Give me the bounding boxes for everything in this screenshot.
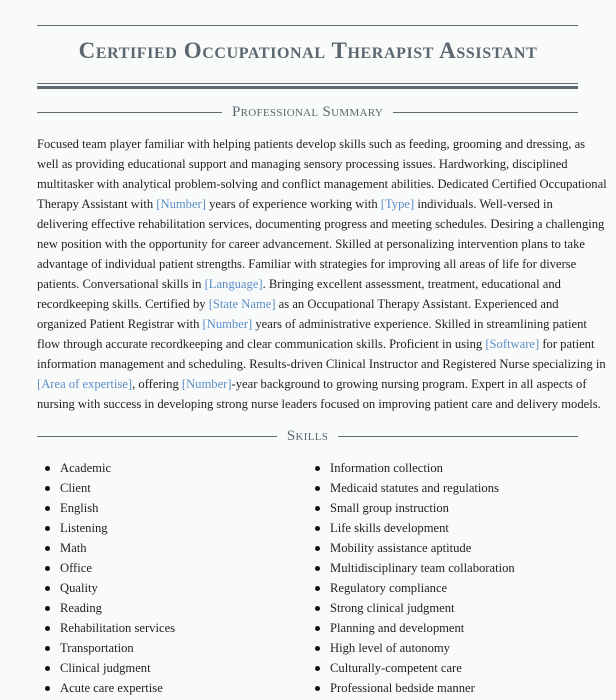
summary-text: . Bringing excellent assessment, treatment, educational and bbox=[262, 277, 561, 291]
summary-text: multitasker with analytical problem-solving and conflict management abilities. Dedicated Certified Occupational bbox=[37, 177, 607, 191]
summary-line bbox=[37, 254, 597, 274]
section-title: Skills bbox=[286, 428, 329, 444]
summary-line bbox=[37, 334, 597, 354]
skill-item: Acute care expertise bbox=[37, 678, 175, 698]
summary-text: years of experience working with bbox=[205, 197, 381, 211]
summary-text: well as providing educational support and managing sensory processing issues. Hardworking, disciplined bbox=[37, 157, 568, 171]
skill-item: English bbox=[37, 498, 175, 518]
summary-line bbox=[37, 274, 597, 294]
placeholder-text: [Number] bbox=[181, 377, 232, 391]
skill-item: Professional bedside manner bbox=[307, 678, 515, 698]
summary-line bbox=[37, 234, 597, 254]
summary-line bbox=[37, 394, 601, 414]
summary-line bbox=[37, 154, 597, 174]
summary-text: organized Patient Registrar with bbox=[37, 317, 203, 331]
page-title: Certified Occupational Therapist Assistant bbox=[78, 38, 538, 63]
summary-line bbox=[37, 174, 607, 194]
skills-list-right bbox=[307, 458, 515, 698]
skill-item: Reading bbox=[37, 598, 175, 618]
summary-text: , offering bbox=[132, 377, 182, 391]
skill-item: Academic bbox=[37, 458, 175, 478]
skill-item: Transportation bbox=[37, 638, 175, 658]
placeholder-text: [Number] bbox=[202, 317, 253, 331]
summary-text: Focused team player familiar with helping patients develop skills such as feeding, grooming and dressing, as bbox=[37, 137, 586, 151]
skills-heading bbox=[37, 428, 578, 445]
title-rule-thin bbox=[37, 83, 578, 84]
summary-line bbox=[37, 374, 597, 394]
professional-summary bbox=[37, 134, 607, 414]
summary-text: as an Occupational Therapy Assistant. Experienced and bbox=[275, 297, 559, 311]
summary-line bbox=[37, 194, 597, 214]
summary-line bbox=[37, 294, 597, 314]
placeholder-text: [Number] bbox=[156, 197, 206, 211]
skill-item: Planning and development bbox=[307, 618, 515, 638]
skill-item: Culturally-competent care bbox=[307, 658, 515, 678]
summary-text: flow through accurate recordkeeping and clear communication skills. Proficient in using bbox=[37, 337, 486, 351]
title-rule-thick bbox=[37, 86, 578, 89]
summary-text: new position with the opportunity for career advancement. Skilled at personalizing intervention plans to take bbox=[37, 237, 586, 251]
placeholder-text: [State Name] bbox=[208, 297, 276, 311]
skill-item: Strong clinical judgment bbox=[307, 598, 515, 618]
summary-text: patients. Conversational skills in bbox=[37, 277, 205, 291]
summary-text: for patient bbox=[539, 337, 595, 351]
skill-item: Math bbox=[37, 538, 175, 558]
summary-text: information management and scheduling. Results-driven Clinical Instructor and Registered Nurse specializing in bbox=[37, 357, 606, 371]
summary-text: years of administrative experience. Skilled in streamlining patient bbox=[252, 317, 587, 331]
summary-text: -year background to growing nursing program. Expert in all aspects of bbox=[231, 377, 587, 391]
skill-item: Clinical judgment bbox=[37, 658, 175, 678]
skill-item: Listening bbox=[37, 518, 175, 538]
skill-item: Small group instruction bbox=[307, 498, 515, 518]
summary-text: recordkeeping skills. Certified by bbox=[37, 297, 209, 311]
skills-list-left bbox=[37, 458, 175, 698]
skill-item: Regulatory compliance bbox=[307, 578, 515, 598]
skill-item: Multidisciplinary team collaboration bbox=[307, 558, 515, 578]
divider bbox=[338, 436, 578, 437]
summary-heading bbox=[37, 104, 578, 121]
summary-line bbox=[37, 214, 605, 234]
summary-text: individuals. Well-versed in bbox=[414, 197, 553, 211]
skill-item: Mobility assistance aptitude bbox=[307, 538, 515, 558]
skill-item: Client bbox=[37, 478, 175, 498]
skill-item: Office bbox=[37, 558, 175, 578]
summary-text: delivering effective rehabilitation services, documenting progress and meeting schedules. Desiring a challenging bbox=[37, 217, 605, 231]
divider bbox=[37, 112, 222, 113]
skill-item: Life skills development bbox=[307, 518, 515, 538]
summary-line bbox=[37, 314, 597, 334]
summary-line bbox=[37, 134, 597, 154]
skill-item: Quality bbox=[37, 578, 175, 598]
skill-item: Medicaid statutes and regulations bbox=[307, 478, 515, 498]
placeholder-text: [Area of expertise] bbox=[37, 377, 133, 391]
summary-text: Therapy Assistant with bbox=[37, 197, 157, 211]
section-title: Professional Summary bbox=[231, 104, 384, 120]
summary-text: advantage of individual patient strengths. Familiar with strategies for improving all areas of life for diverse bbox=[37, 257, 577, 271]
divider bbox=[37, 436, 277, 437]
skill-item: Information collection bbox=[307, 458, 515, 478]
placeholder-text: [Software] bbox=[485, 337, 540, 351]
placeholder-text: [Language] bbox=[204, 277, 263, 291]
divider bbox=[393, 112, 578, 113]
summary-line bbox=[37, 354, 606, 374]
summary-text: nursing with success in developing strong nurse leaders focused on improving patient care and delivery models. bbox=[37, 397, 601, 411]
placeholder-text: [Type] bbox=[380, 197, 415, 211]
skill-item: High level of autonomy bbox=[307, 638, 515, 658]
skill-item: Rehabilitation services bbox=[37, 618, 175, 638]
top-rule bbox=[37, 25, 578, 26]
